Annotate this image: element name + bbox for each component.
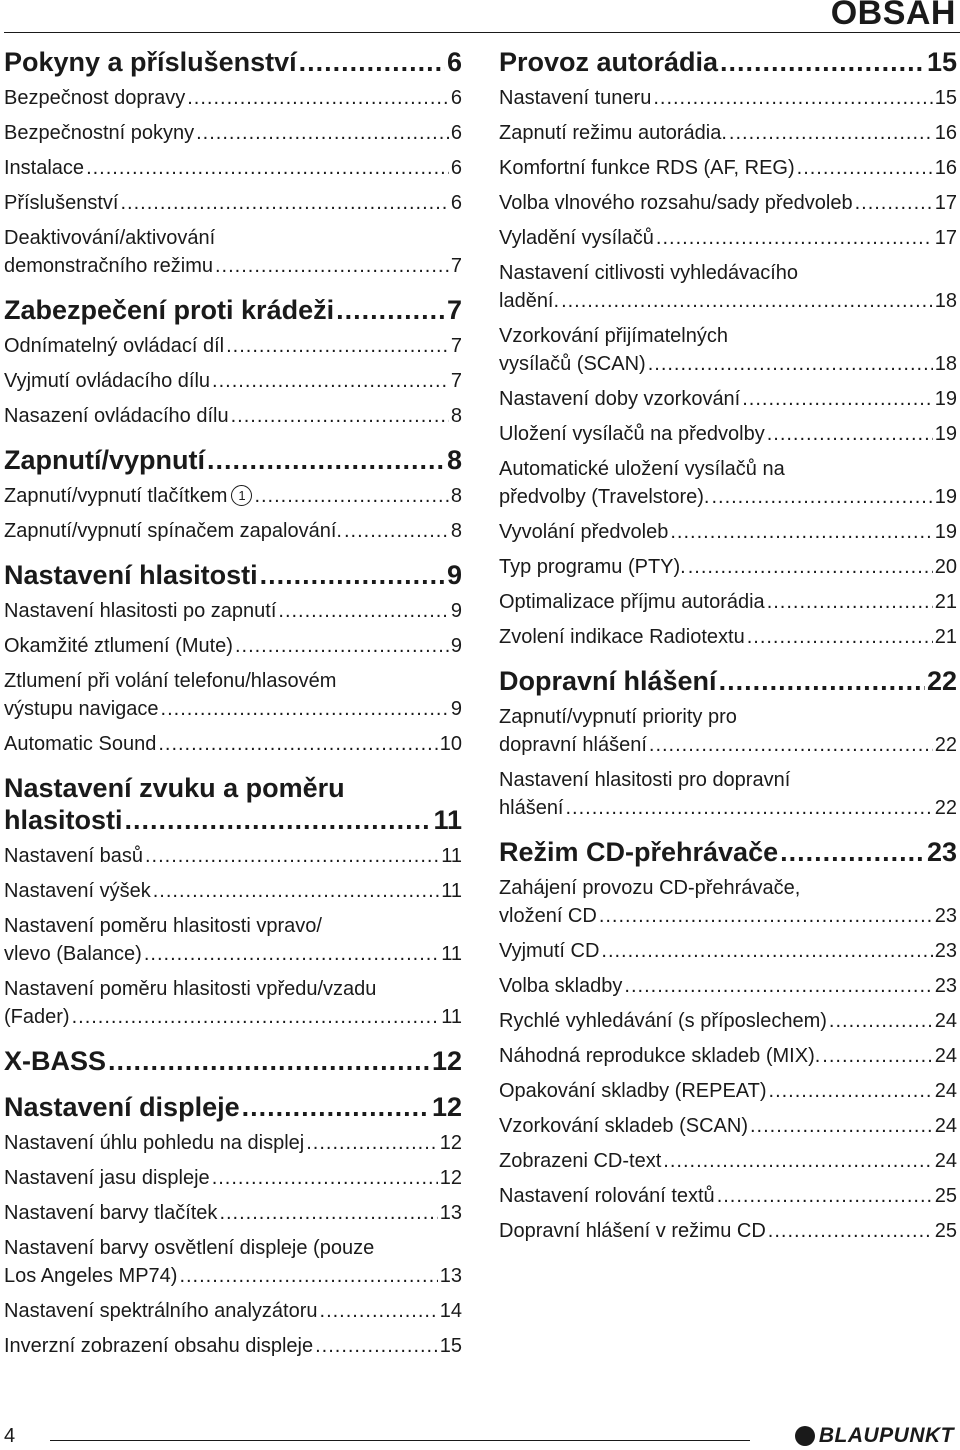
dot-leader (729, 119, 933, 147)
toc-entry-title: Vyladění vysílačů (499, 227, 654, 249)
toc-entry-title-line1: Nastavení citlivosti vyhledávacího (499, 262, 799, 284)
toc-entry (4, 224, 462, 280)
toc-section-heading (499, 46, 957, 78)
toc-entry-title: Zobrazeni CD-text (499, 1150, 662, 1172)
toc-entry-title: Dopravní hlášení (499, 666, 717, 696)
toc-entry (4, 1129, 462, 1157)
toc-page-number: 19 (934, 388, 957, 410)
toc-entry (499, 1042, 957, 1070)
toc-entry-title: výstupu navigace (4, 698, 159, 720)
toc-page-number: 12 (431, 1092, 462, 1122)
toc-page-number: 11 (441, 880, 462, 902)
toc-entry (4, 517, 462, 545)
toc-entry (4, 597, 462, 625)
toc-entry-title: Nastavení úhlu pohledu na displej (4, 1132, 305, 1154)
toc-entry (499, 1007, 957, 1035)
dot-leader (315, 1332, 438, 1360)
toc-page-number: 11 (441, 943, 462, 965)
dot-leader (822, 1042, 932, 1070)
toc-entry-title: Nastavení barvy tlačítek (4, 1202, 218, 1224)
toc-entry (499, 1182, 957, 1210)
toc-page-number: 7 (446, 295, 462, 325)
toc-entry (4, 667, 462, 723)
toc-entry (4, 189, 462, 217)
page-header-title: OBSAH (830, 0, 956, 32)
dot-leader (187, 84, 449, 112)
toc-page-number: 15 (926, 47, 957, 77)
toc-page-number: 21 (934, 591, 957, 613)
toc-page-number: 16 (934, 122, 957, 144)
dot-leader (566, 794, 933, 822)
toc-entry-title-line1: Zahájení provozu CD-přehrávače, (499, 877, 801, 899)
toc-entry-title: vysílačů (SCAN) (499, 353, 646, 375)
brand-logo (795, 1424, 954, 1448)
dot-leader (711, 483, 932, 511)
toc-entry-title: Příslušenství (4, 192, 119, 214)
toc-page-number: 23 (934, 975, 957, 997)
toc-entry-title: vlevo (Balance) (4, 943, 142, 965)
toc-entry-title: Opakování skladby (REPEAT) (499, 1080, 767, 1102)
toc-entry-title: Komfortní funkce RDS (AF, REG) (499, 157, 795, 179)
toc-entry (4, 154, 462, 182)
dot-leader (769, 1077, 933, 1105)
dot-leader (179, 1262, 437, 1290)
toc-page-number: 11 (441, 1006, 462, 1028)
toc-entry-title-line1: Nastavení hlasitosti pro dopravní (499, 769, 791, 791)
toc-page-number: 22 (934, 734, 957, 756)
dot-leader (196, 119, 449, 147)
toc-page-number: 8 (446, 445, 462, 475)
toc-entry-title: Nastavení doby vzorkování (499, 388, 741, 410)
toc-entry-title-line1: Ztlumení při volání telefonu/hlasovém (4, 670, 337, 692)
toc-page-number: 9 (450, 698, 462, 720)
toc-entry-title: Nastavení rolování textů (499, 1185, 715, 1207)
toc-entry (4, 975, 462, 1031)
toc-section-heading (499, 665, 957, 697)
dot-leader (254, 482, 448, 510)
toc-page-number: 6 (446, 47, 462, 77)
toc-entry-title: Nastavení basů (4, 845, 143, 867)
toc-page-number: 19 (934, 486, 957, 508)
toc-entry-title: Režim CD-přehrávače (499, 837, 779, 867)
dot-leader (780, 836, 925, 868)
toc-page-number: 6 (450, 192, 462, 214)
toc-entry-title-line1: Vzorkování přijímatelných (499, 325, 728, 347)
toc-entry-title: Dopravní hlášení v režimu CD (499, 1220, 766, 1242)
toc-entry (499, 420, 957, 448)
dot-leader (299, 46, 445, 78)
dot-leader (561, 287, 933, 315)
toc-page-number: 19 (934, 423, 957, 445)
dot-leader (320, 1297, 438, 1325)
toc-page-number: 19 (934, 521, 957, 543)
toc-entry-title: předvolby (Travelstore). (499, 486, 710, 508)
toc-entry-title: Volba vlnového rozsahu/sady předvoleb (499, 192, 853, 214)
toc-entry (4, 1297, 462, 1325)
dot-leader (742, 385, 933, 413)
toc-page-number: 11 (433, 805, 462, 835)
toc-entry-title: Rychlé vyhledávání (s příposlechem) (499, 1010, 827, 1032)
toc-entry-title: hlášení (499, 797, 564, 819)
header-divider (4, 32, 960, 33)
toc-entry-title: Vyjmutí CD (499, 940, 600, 962)
toc-entry (4, 912, 462, 968)
toc-page-number: 10 (439, 733, 462, 755)
dot-leader (306, 1129, 438, 1157)
dot-leader (601, 937, 932, 965)
toc-entry-title-line1: Nastavení poměru hlasitosti vpravo/ (4, 915, 322, 937)
toc-page-number: 23 (934, 905, 957, 927)
toc-entry-title: (Fader) (4, 1006, 70, 1028)
dot-leader (855, 189, 933, 217)
dot-leader (219, 1199, 437, 1227)
toc-entry-title: Bezpečnostní pokyny (4, 122, 195, 144)
dot-leader (656, 224, 933, 252)
toc-entry-title-line1: Zapnutí/vypnutí priority pro (499, 706, 737, 728)
toc-entry (499, 84, 957, 112)
toc-section-heading (4, 1045, 462, 1077)
toc-page-number: 8 (450, 520, 462, 542)
toc-entry (4, 402, 462, 430)
toc-entry (499, 1112, 957, 1140)
toc-page-number: 12 (439, 1167, 462, 1189)
toc-entry (499, 385, 957, 413)
toc-page-number: 9 (446, 560, 462, 590)
toc-entry-title: Inverzní zobrazení obsahu displeje (4, 1335, 314, 1357)
toc-page-number: 15 (934, 87, 957, 109)
dot-leader (648, 350, 933, 378)
toc-entry (499, 588, 957, 616)
toc-page-number: 24 (934, 1080, 957, 1102)
toc-page-number: 18 (934, 290, 957, 312)
toc-page-number: 12 (431, 1046, 462, 1076)
toc-entry (499, 119, 957, 147)
toc-entry (499, 937, 957, 965)
toc-entry-title-line1: Nastavení zvuku a poměru (4, 773, 345, 803)
toc-entry (499, 189, 957, 217)
toc-entry-title: Nastavení hlasitosti po zapnutí (4, 600, 277, 622)
toc-page-number: 17 (934, 227, 957, 249)
brand-name: BLAUPUNKT (818, 1424, 954, 1447)
dot-leader (663, 1147, 932, 1175)
dot-leader (231, 402, 449, 430)
toc-page-number: 7 (450, 335, 462, 357)
toc-entry (499, 703, 957, 759)
toc-entry (499, 766, 957, 822)
toc-entry (4, 1164, 462, 1192)
toc-page-number: 20 (934, 556, 957, 578)
toc-page-number: 6 (450, 157, 462, 179)
dot-leader (720, 46, 925, 78)
dot-leader (212, 1164, 438, 1192)
dot-leader (120, 189, 448, 217)
toc-page-number: 23 (926, 837, 957, 867)
dot-leader (747, 623, 933, 651)
toc-entry-title-line1: Automatické uložení vysílačů na (499, 458, 785, 480)
toc-entry (499, 1217, 957, 1245)
toc-page-number: 9 (450, 600, 462, 622)
brand-dot-icon (795, 1426, 815, 1446)
dot-leader (158, 730, 437, 758)
dot-leader (215, 252, 449, 280)
toc-page-number: 6 (450, 122, 462, 144)
toc-entry-title: X-BASS (4, 1046, 107, 1076)
toc-page-number: 22 (934, 797, 957, 819)
toc-entry (4, 1199, 462, 1227)
toc-page-number: 17 (934, 192, 957, 214)
dot-leader (829, 1007, 933, 1035)
dot-leader (235, 632, 449, 660)
toc-page-number: 16 (934, 157, 957, 179)
toc-page-number: 24 (934, 1045, 957, 1067)
toc-page-number: 7 (450, 370, 462, 392)
toc-entry (499, 322, 957, 378)
toc-entry (499, 1147, 957, 1175)
toc-page-number: 13 (439, 1265, 462, 1287)
dot-leader (649, 731, 933, 759)
toc-entry (4, 332, 462, 360)
toc-left-column (4, 44, 462, 1367)
toc-page-number: 11 (441, 845, 462, 867)
toc-entry (4, 84, 462, 112)
dot-leader (624, 972, 932, 1000)
toc-entry (4, 1332, 462, 1360)
toc-entry (4, 482, 462, 510)
toc-page-number: 25 (934, 1185, 957, 1207)
dot-leader (242, 1091, 430, 1123)
dot-leader (108, 1045, 430, 1077)
toc-page-number: 22 (926, 666, 957, 696)
toc-entry (499, 874, 957, 930)
dot-leader (86, 154, 449, 182)
toc-page-number: 7 (450, 255, 462, 277)
toc-entry-title: Automatic Sound (4, 733, 157, 755)
toc-entry (499, 259, 957, 315)
dot-leader (719, 665, 925, 697)
toc-entry-title: Zapnutí/vypnutí tlačítkem (4, 485, 228, 507)
toc-page-number: 14 (439, 1300, 462, 1322)
toc-entry-title: Odnímatelný ovládací díl (4, 335, 225, 357)
toc-page-number: 9 (450, 635, 462, 657)
toc-page-number: 15 (439, 1335, 462, 1357)
toc-entry (499, 553, 957, 581)
footer-divider (50, 1440, 750, 1441)
toc-entry-title-line1: Nastavení barvy osvětlení displeje (pouze (4, 1237, 375, 1259)
toc-entry-title: Zapnutí/vypnutí spínačem zapalování. (4, 520, 342, 542)
toc-entry-title: Los Angeles MP74) (4, 1265, 178, 1287)
toc-page-number: 8 (450, 405, 462, 427)
toc-page-number: 13 (439, 1202, 462, 1224)
toc-entry (499, 224, 957, 252)
toc-entry (4, 367, 462, 395)
toc-section-heading (4, 294, 462, 326)
toc-entry-title: Zvolení indikace Radiotextu (499, 626, 745, 648)
dot-leader (344, 517, 449, 545)
dot-leader (767, 588, 933, 616)
toc-page-number: 12 (439, 1132, 462, 1154)
toc-page-number: 24 (934, 1115, 957, 1137)
toc-entry-title: Nastavení jasu displeje (4, 1167, 210, 1189)
dot-leader (717, 1182, 933, 1210)
toc-entry-title: Nastavení výšek (4, 880, 151, 902)
toc-entry-title: Vzorkování skladeb (SCAN) (499, 1115, 748, 1137)
toc-entry-title: Nastavení hlasitosti (4, 560, 258, 590)
toc-page-number: 24 (934, 1010, 957, 1032)
toc-section-heading (4, 46, 462, 78)
toc-entry-title-line1: Deaktivování/aktivování (4, 227, 216, 249)
toc-entry-title: Instalace (4, 157, 85, 179)
toc-page-number: 23 (934, 940, 957, 962)
toc-section-heading (4, 444, 462, 476)
toc-entry-title: Optimalizace příjmu autorádia (499, 591, 765, 613)
dot-leader (750, 1112, 933, 1140)
toc-entry-title: Zapnutí/vypnutí (4, 445, 205, 475)
toc-entry-title: Pokyny a příslušenství (4, 47, 297, 77)
toc-entry-title: Nastavení displeje (4, 1092, 240, 1122)
toc-section-heading (4, 1091, 462, 1123)
toc-entry-title: Zapnutí režimu autorádia. (499, 122, 727, 144)
toc-entry (499, 1077, 957, 1105)
dot-leader (599, 902, 933, 930)
toc-page-number: 24 (934, 1150, 957, 1172)
power-button-symbol-icon: 1 (231, 485, 252, 506)
dot-leader (72, 1003, 440, 1031)
toc-page-number: 6 (450, 87, 462, 109)
toc-entry (499, 623, 957, 651)
dot-leader (212, 367, 449, 395)
toc-right-column (499, 44, 957, 1252)
toc-entry-title: Vyjmutí ovládacího dílu (4, 370, 211, 392)
toc-entry-title: Náhodná reprodukce skladeb (MIX). (499, 1045, 821, 1067)
dot-leader (161, 695, 449, 723)
toc-entry (499, 154, 957, 182)
dot-leader (336, 294, 445, 326)
dot-leader (797, 154, 933, 182)
toc-page-number: 25 (934, 1220, 957, 1242)
toc-page-number: 18 (934, 353, 957, 375)
toc-entry (4, 632, 462, 660)
dot-leader (278, 597, 448, 625)
dot-leader (653, 84, 932, 112)
toc-section-heading (4, 772, 462, 836)
toc-section-heading (499, 836, 957, 868)
page-number: 4 (4, 1425, 16, 1447)
dot-leader (125, 804, 432, 836)
toc-entry (4, 119, 462, 147)
dot-leader (207, 444, 445, 476)
dot-leader (144, 940, 439, 968)
toc-entry-title: hlasitosti (4, 805, 123, 835)
toc-entry-title: Nastavení spektrálního analyzátoru (4, 1300, 318, 1322)
toc-entry (499, 455, 957, 511)
toc-entry-title: ladění. (499, 290, 560, 312)
toc-entry-title: Nasazení ovládacího dílu (4, 405, 229, 427)
toc-entry-title: Provoz autorádia (499, 47, 719, 77)
toc-page-number: 21 (934, 626, 957, 648)
dot-leader (145, 842, 439, 870)
toc-entry-title: Volba skladby (499, 975, 623, 997)
toc-entry-title: Okamžité ztlumení (Mute) (4, 635, 233, 657)
toc-entry (4, 877, 462, 905)
toc-entry (4, 842, 462, 870)
toc-entry-title: Uložení vysílačů na předvolby (499, 423, 765, 445)
dot-leader (226, 332, 449, 360)
toc-entry-title: Nastavení tuneru (499, 87, 652, 109)
toc-entry-title: Zabezpečení proti krádeži (4, 295, 335, 325)
toc-entry-title: Bezpečnost dopravy (4, 87, 186, 109)
dot-leader (688, 553, 933, 581)
toc-entry-title: Typ programu (PTY). (499, 556, 686, 578)
dot-leader (767, 420, 933, 448)
toc-entry-title: Vyvolání předvoleb (499, 521, 669, 543)
toc-entry-title: dopravní hlášení (499, 734, 647, 756)
toc-section-heading (4, 559, 462, 591)
toc-entry-title: vložení CD (499, 905, 597, 927)
toc-entry (4, 730, 462, 758)
toc-entry-title: demonstračního režimu (4, 255, 213, 277)
dot-leader (768, 1217, 933, 1245)
toc-page-number: 8 (450, 485, 462, 507)
dot-leader (670, 518, 932, 546)
toc-entry-title-line1: Nastavení poměru hlasitosti vpředu/vzadu (4, 978, 377, 1000)
toc-entry (4, 1234, 462, 1290)
dot-leader (153, 877, 440, 905)
toc-entry (499, 972, 957, 1000)
toc-entry (499, 518, 957, 546)
dot-leader (260, 559, 445, 591)
